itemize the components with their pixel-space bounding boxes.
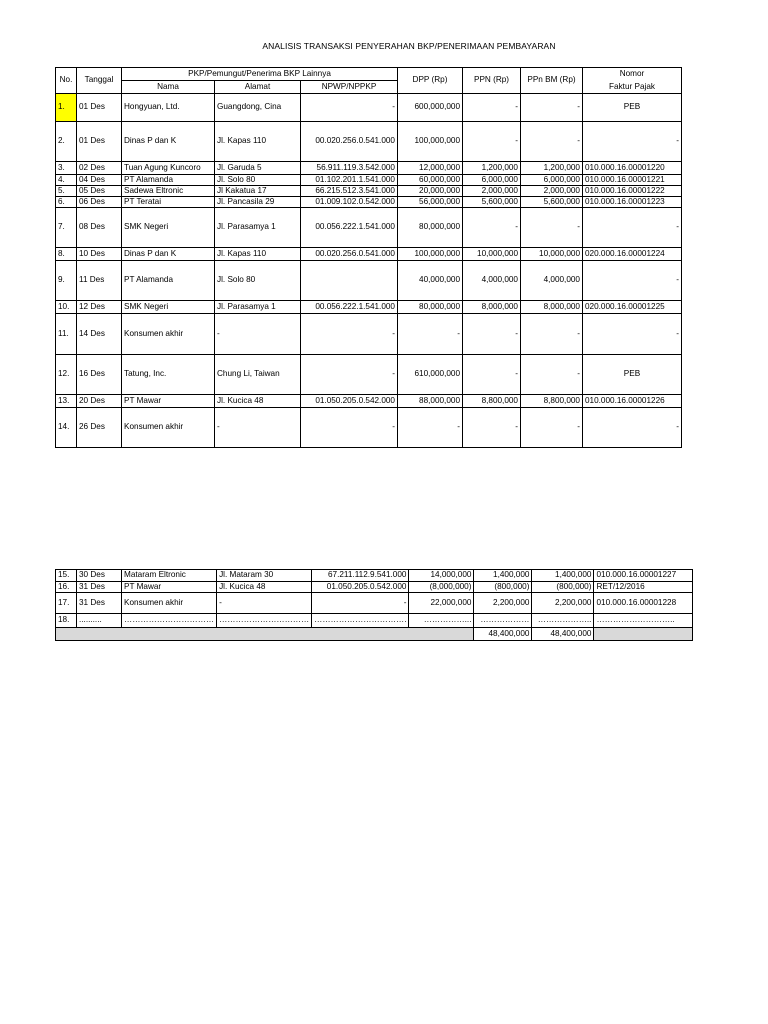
name-cell: SMK Negeri (122, 208, 215, 248)
address-cell: Jl. Solo 80 (215, 261, 301, 301)
header-ppn: PPN (Rp) (463, 68, 521, 94)
name-cell: Tuan Agung Kuncoro (122, 162, 215, 175)
address-cell: …………………………… (217, 614, 312, 628)
faktur-cell: 010.000.16.00001226 (583, 395, 682, 408)
faktur-cell: PEB (583, 355, 682, 395)
npwp-cell: 00.056.222.1.541.000 (301, 301, 398, 314)
name-cell: Dinas P dan K (122, 248, 215, 261)
ppn-cell: 4,000,000 (463, 261, 521, 301)
ppn-cell: - (463, 314, 521, 355)
table-row (56, 582, 693, 593)
dpp-cell: 80,000,000 (398, 208, 463, 248)
ppn-cell: 2,000,000 (463, 186, 521, 197)
name-cell: Konsumen akhir (122, 593, 217, 614)
name-cell: Konsumen akhir (122, 314, 215, 355)
ppnbm-cell: 5,600,000 (521, 197, 583, 208)
address-cell: Jl Kakatua 17 (215, 186, 301, 197)
name-cell: PT Teratai (122, 197, 215, 208)
ppn-cell: ……………… (474, 614, 532, 628)
npwp-cell: 00.020.256.0.541.000 (301, 248, 398, 261)
ppnbm-cell: - (521, 208, 583, 248)
table-row (56, 593, 693, 614)
no-cell: 17. (56, 593, 77, 614)
dpp-cell: 100,000,000 (398, 122, 463, 162)
faktur-cell: 010.000.16.00001227 (594, 570, 693, 582)
table-row (56, 570, 693, 582)
ppnbm-cell: 1,200,000 (521, 162, 583, 175)
npwp-cell: 00.056.222.1.541.000 (301, 208, 398, 248)
dpp-cell: 88,000,000 (398, 395, 463, 408)
header-ppnbm: PPn BM (Rp) (521, 68, 583, 94)
transaction-table-continued (55, 569, 693, 641)
date-cell: 14 Des (77, 314, 122, 355)
dpp-cell: 56,000,000 (398, 197, 463, 208)
header-npwp: NPWP/NPPKP (301, 81, 398, 94)
npwp-cell: - (312, 593, 409, 614)
no-cell: 6. (56, 197, 77, 208)
name-cell: PT Alamanda (122, 175, 215, 186)
dpp-cell: 600,000,000 (398, 94, 463, 122)
table-row (56, 395, 682, 408)
header-tanggal: Tanggal (77, 68, 122, 94)
ppnbm-cell: 6,000,000 (521, 175, 583, 186)
totals-row (56, 628, 693, 641)
date-cell: 11 Des (77, 261, 122, 301)
header-faktur: Faktur Pajak (583, 81, 682, 94)
table-row (56, 408, 682, 448)
header-no: No. (56, 68, 77, 94)
npwp-cell: - (301, 94, 398, 122)
npwp-cell: - (301, 314, 398, 355)
ppn-cell: 5,600,000 (463, 197, 521, 208)
ppnbm-cell: 2,200,000 (532, 593, 594, 614)
name-cell: Mataram Eltronic (122, 570, 217, 582)
faktur-cell: 010.000.16.00001221 (583, 175, 682, 186)
faktur-cell: RET/12/2016 (594, 582, 693, 593)
header-dpp: DPP (Rp) (398, 68, 463, 94)
ppn-cell: 1,400,000 (474, 570, 532, 582)
ppnbm-cell: 1,400,000 (532, 570, 594, 582)
table-row (56, 208, 682, 248)
address-cell: Jl. Parasamya 1 (215, 208, 301, 248)
faktur-cell: 010.000.16.00001222 (583, 186, 682, 197)
faktur-cell: 020.000.16.00001225 (583, 301, 682, 314)
no-cell: 14. (56, 408, 77, 448)
table-row (56, 186, 682, 197)
ppn-cell: - (463, 122, 521, 162)
page-title: ANALISIS TRANSAKSI PENYERAHAN BKP/PENERIMAAN PEMBAYARAN (262, 41, 556, 51)
address-cell: Chung Li, Taiwan (215, 355, 301, 395)
faktur-cell: 010.000.16.00001223 (583, 197, 682, 208)
address-cell: Jl. Kucica 48 (215, 395, 301, 408)
ppn-cell: 8,000,000 (463, 301, 521, 314)
dpp-cell: 20,000,000 (398, 186, 463, 197)
ppnbm-cell: 8,000,000 (521, 301, 583, 314)
name-cell: Konsumen akhir (122, 408, 215, 448)
address-cell: Jl. Garuda 5 (215, 162, 301, 175)
table-row (56, 301, 682, 314)
date-cell: 06 Des (77, 197, 122, 208)
date-cell: 01 Des (77, 122, 122, 162)
address-cell: Jl. Parasamya 1 (215, 301, 301, 314)
total-ppn: 48,400,000 (474, 628, 532, 641)
totals-filler-end (594, 628, 693, 641)
npwp-cell: 01.009.102.0.542.000 (301, 197, 398, 208)
npwp-cell: - (301, 355, 398, 395)
date-cell: 31 Des (77, 593, 122, 614)
name-cell: PT Mawar (122, 582, 217, 593)
dpp-cell: ……………... (409, 614, 474, 628)
ppn-cell: - (463, 355, 521, 395)
npwp-cell: 01.050.205.0.542.000 (301, 395, 398, 408)
header-nama: Nama (122, 81, 215, 94)
table-row (56, 261, 682, 301)
dpp-cell: 80,000,000 (398, 301, 463, 314)
address-cell: Jl. Kucica 48 (217, 582, 312, 593)
dpp-cell: (8,000,000) (409, 582, 474, 593)
npwp-cell: 01.102.201.1.541.000 (301, 175, 398, 186)
name-cell: Hongyuan, Ltd. (122, 94, 215, 122)
totals-filler (56, 628, 474, 641)
dpp-cell: - (398, 408, 463, 448)
header-group: PKP/Pemungut/Penerima BKP Lainnya (122, 68, 398, 81)
ppnbm-cell: - (521, 408, 583, 448)
transaction-table (55, 67, 682, 448)
date-cell: 12 Des (77, 301, 122, 314)
faktur-cell: 010.000.16.00001220 (583, 162, 682, 175)
ppnbm-cell: 8,800,000 (521, 395, 583, 408)
ppn-cell: 8,800,000 (463, 395, 521, 408)
name-cell: SMK Negeri (122, 301, 215, 314)
no-cell: 5. (56, 186, 77, 197)
faktur-cell: - (583, 208, 682, 248)
faktur-cell: 010.000.16.00001228 (594, 593, 693, 614)
faktur-cell: PEB (583, 94, 682, 122)
table-row (56, 248, 682, 261)
faktur-cell: - (583, 122, 682, 162)
date-cell: 01 Des (77, 94, 122, 122)
table-row (56, 614, 693, 628)
ppnbm-cell: 2,000,000 (521, 186, 583, 197)
no-cell: 15. (56, 570, 77, 582)
ppnbm-cell: 4,000,000 (521, 261, 583, 301)
no-cell: 2. (56, 122, 77, 162)
name-cell: …………………………… (122, 614, 217, 628)
no-cell: 12. (56, 355, 77, 395)
dpp-cell: 100,000,000 (398, 248, 463, 261)
npwp-cell: 56.911.119.3.542.000 (301, 162, 398, 175)
no-cell: 11. (56, 314, 77, 355)
table-row (56, 122, 682, 162)
ppn-cell: 2,200,000 (474, 593, 532, 614)
no-cell: 18. (56, 614, 77, 628)
date-cell: 05 Des (77, 186, 122, 197)
date-cell: 10 Des (77, 248, 122, 261)
dpp-cell: 22,000,000 (409, 593, 474, 614)
no-cell: 9. (56, 261, 77, 301)
name-cell: Sadewa Eltronic (122, 186, 215, 197)
address-cell: Guangdong, Cina (215, 94, 301, 122)
ppnbm-cell: - (521, 94, 583, 122)
no-cell: 3. (56, 162, 77, 175)
table-row (56, 355, 682, 395)
ppn-cell: 1,200,000 (463, 162, 521, 175)
dpp-cell: 610,000,000 (398, 355, 463, 395)
dpp-cell: 14,000,000 (409, 570, 474, 582)
table-row (56, 175, 682, 186)
ppnbm-cell: - (521, 314, 583, 355)
npwp-cell: 01.050.205.0.542.000 (312, 582, 409, 593)
table-row (56, 94, 682, 122)
dpp-cell: 12,000,000 (398, 162, 463, 175)
address-cell: Jl. Solo 80 (215, 175, 301, 186)
name-cell: PT Alamanda (122, 261, 215, 301)
header-alamat: Alamat (215, 81, 301, 94)
npwp-cell: - (301, 408, 398, 448)
npwp-cell: 67.211.112.9.541.000 (312, 570, 409, 582)
faktur-cell: - (583, 408, 682, 448)
address-cell: Jl. Pancasila 29 (215, 197, 301, 208)
date-cell: 30 Des (77, 570, 122, 582)
no-cell: 8. (56, 248, 77, 261)
no-cell: 7. (56, 208, 77, 248)
address-cell: - (217, 593, 312, 614)
address-cell: Jl. Kapas 110 (215, 122, 301, 162)
date-cell: 31 Des (77, 582, 122, 593)
transaction-table-body (56, 68, 682, 448)
no-cell: 4. (56, 175, 77, 186)
ppnbm-cell: - (521, 355, 583, 395)
address-cell: - (215, 314, 301, 355)
date-cell: 08 Des (77, 208, 122, 248)
ppn-cell: 10,000,000 (463, 248, 521, 261)
address-cell: - (215, 408, 301, 448)
npwp-cell: ……………………………. (312, 614, 409, 628)
faktur-cell: - (583, 261, 682, 301)
ppn-cell: - (463, 408, 521, 448)
no-cell: 1. (56, 94, 77, 122)
header-nomor: Nomor (583, 68, 682, 81)
ppn-cell: - (463, 208, 521, 248)
ppn-cell: - (463, 94, 521, 122)
faktur-cell: 020.000.16.00001224 (583, 248, 682, 261)
dpp-cell: - (398, 314, 463, 355)
no-cell: 10. (56, 301, 77, 314)
table-row (56, 197, 682, 208)
ppnbm-cell: - (521, 122, 583, 162)
no-cell: 13. (56, 395, 77, 408)
name-cell: PT Mawar (122, 395, 215, 408)
name-cell: Dinas P dan K (122, 122, 215, 162)
faktur-cell: - (583, 314, 682, 355)
ppnbm-cell: (800,000) (532, 582, 594, 593)
dpp-cell: 40,000,000 (398, 261, 463, 301)
date-cell: 02 Des (77, 162, 122, 175)
ppnbm-cell: 10,000,000 (521, 248, 583, 261)
faktur-cell: ……………………….. (594, 614, 693, 628)
date-cell: .......... (77, 614, 122, 628)
npwp-cell: 00.020.256.0.541.000 (301, 122, 398, 162)
no-cell: 16. (56, 582, 77, 593)
address-cell: Jl. Kapas 110 (215, 248, 301, 261)
table-row (56, 314, 682, 355)
address-cell: Jl. Mataram 30 (217, 570, 312, 582)
date-cell: 16 Des (77, 355, 122, 395)
ppn-cell: 6,000,000 (463, 175, 521, 186)
transaction-table-continued-body (56, 570, 693, 641)
ppn-cell: (800,000) (474, 582, 532, 593)
date-cell: 20 Des (77, 395, 122, 408)
total-ppnbm: 48,400,000 (532, 628, 594, 641)
table-row (56, 162, 682, 175)
npwp-cell: 66.215.512.3.541.000 (301, 186, 398, 197)
ppnbm-cell: ……………….. (532, 614, 594, 628)
date-cell: 04 Des (77, 175, 122, 186)
name-cell: Tatung, Inc. (122, 355, 215, 395)
date-cell: 26 Des (77, 408, 122, 448)
dpp-cell: 60,000,000 (398, 175, 463, 186)
npwp-cell (301, 261, 398, 301)
